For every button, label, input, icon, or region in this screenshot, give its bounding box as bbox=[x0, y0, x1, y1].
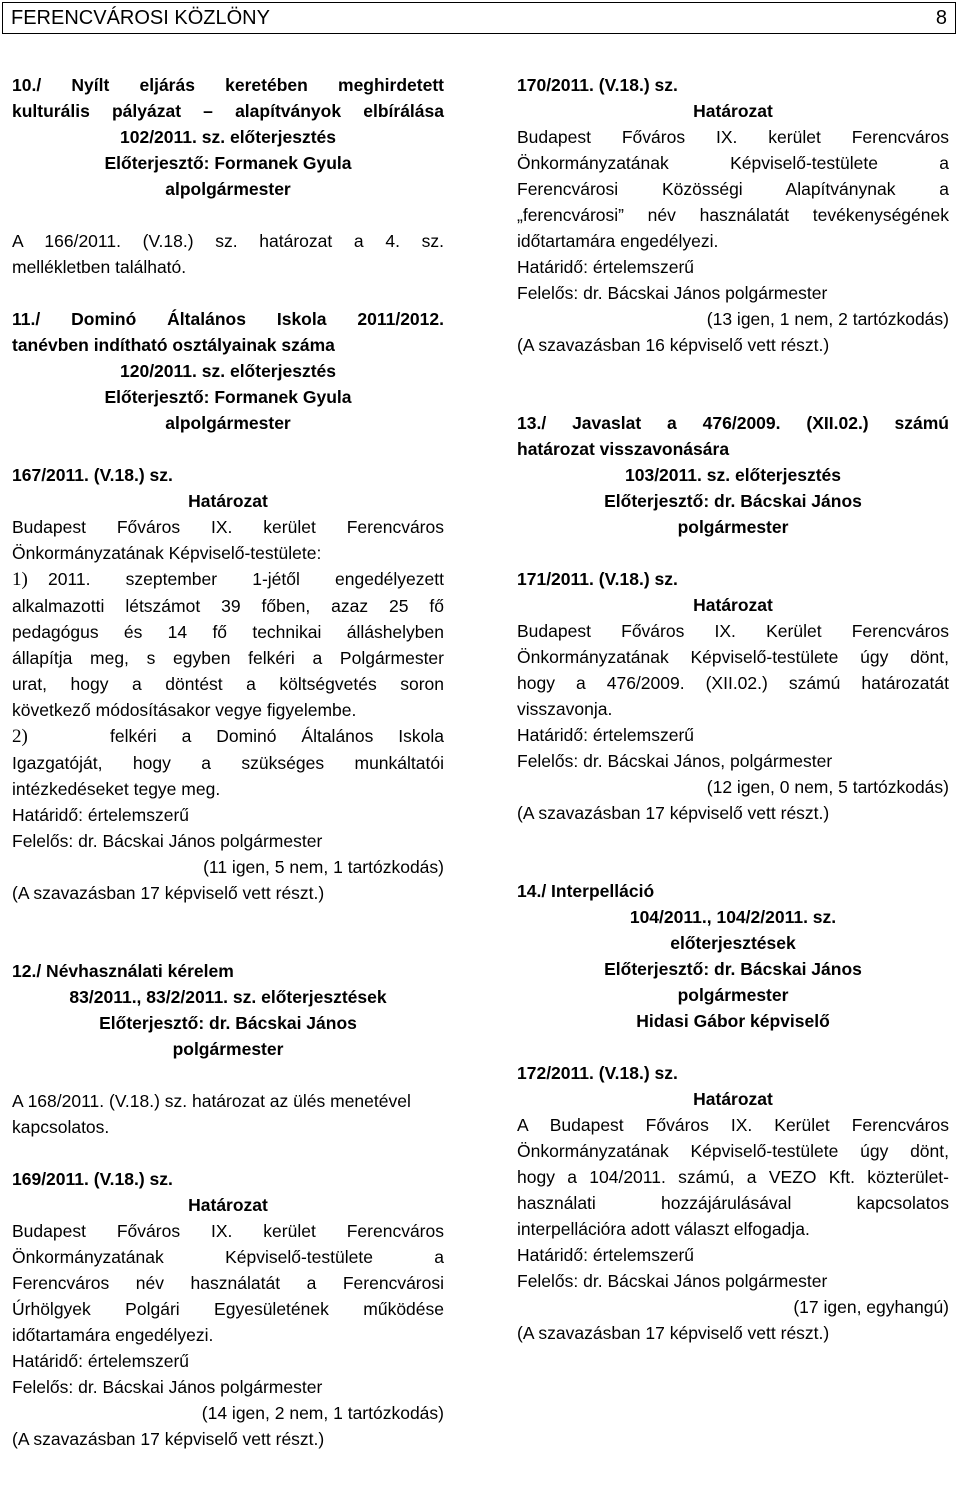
resolution-167-deadline: Határidő: értelemszerű bbox=[12, 805, 190, 825]
section-13-presenter: Előterjesztő: dr. Bácskai János bbox=[604, 491, 862, 511]
resolution-172-number: 172/2011. (V.18.) sz. bbox=[517, 1063, 678, 1083]
section-12-heading: 12./ Névhasználati kérelem bbox=[12, 961, 234, 981]
resolution-170-label: Határozat bbox=[693, 101, 773, 121]
resolution-170-body-cont: „ferencvárosi” név használatát tevékenységének bbox=[517, 205, 949, 225]
resolution-171-responsible: Felelős: dr. Bácskai János, polgármester bbox=[517, 751, 833, 771]
resolution-167-point-2 bbox=[12, 723, 444, 750]
point-2-number: 2) bbox=[12, 726, 28, 747]
resolution-169-number: 169/2011. (V.18.) sz. bbox=[12, 1169, 173, 1189]
point-2-line: intézkedéseket tegye meg. bbox=[12, 779, 221, 799]
resolution-172-body: A Budapest Főváros IX. Kerület Ferencváros bbox=[517, 1115, 949, 1135]
resolution-169-participants: (A szavazásban 17 képviselő vett részt.) bbox=[12, 1429, 325, 1449]
resolution-172-label: Határozat bbox=[693, 1089, 773, 1109]
section-12-presenter-role: polgármester bbox=[172, 1039, 284, 1059]
publication-title: FERENCVÁROSI KÖZLÖNY bbox=[11, 7, 270, 29]
point-1-number: 1) bbox=[12, 569, 28, 590]
section-11-heading: 11./ Dominó Általános Iskola 2011/2012. bbox=[12, 309, 444, 329]
resolution-170-body: Budapest Főváros IX. kerület Ferencváros bbox=[517, 127, 949, 147]
resolution-168-text-cont: kapcsolatos. bbox=[12, 1117, 110, 1137]
resolution-172-deadline: Határidő: értelemszerű bbox=[517, 1245, 695, 1265]
resolution-171-body: Budapest Főváros IX. Kerület Ferencváros bbox=[517, 621, 949, 641]
resolution-169-votes: (14 igen, 2 nem, 1 tartózkodás) bbox=[201, 1403, 444, 1423]
resolution-172-body-cont: Önkormányzatának Képviselő-testülete úgy dönt, bbox=[517, 1141, 949, 1161]
section-12-reference: 83/2011., 83/2/2011. sz. előterjesztések bbox=[69, 987, 387, 1007]
resolution-170-votes: (13 igen, 1 nem, 2 tartózkodás) bbox=[706, 309, 949, 329]
section-14-presenter-role: polgármester bbox=[677, 985, 789, 1005]
resolution-169-deadline: Határidő: értelemszerű bbox=[12, 1351, 190, 1371]
section-11-reference: 120/2011. sz. előterjesztés bbox=[120, 361, 336, 381]
resolution-169-responsible: Felelős: dr. Bácskai János polgármester bbox=[12, 1377, 323, 1397]
section-14-reference: 104/2011., 104/2/2011. sz. bbox=[629, 907, 837, 927]
section-13-heading-cont: határozat visszavonására bbox=[517, 439, 730, 459]
resolution-171-number: 171/2011. (V.18.) sz. bbox=[517, 569, 678, 589]
resolution-172-body-cont: hogy a 104/2011. számú, a VEZO Kft. közterület- bbox=[517, 1167, 949, 1187]
section-10-presenter: Előterjesztő: Formanek Gyula bbox=[104, 153, 352, 173]
resolution-169-body-cont: időtartamára engedélyezi. bbox=[12, 1325, 214, 1345]
section-10-heading-cont: kulturális pályázat – alapítványok elbírálása bbox=[12, 101, 444, 121]
point-1-line: urat, hogy a döntést a költségvetés soron bbox=[12, 674, 444, 694]
resolution-170-participants: (A szavazásban 16 képviselő vett részt.) bbox=[517, 335, 830, 355]
section-12-presenter: Előterjesztő: dr. Bácskai János bbox=[99, 1013, 357, 1033]
point-2-line: Igazgatóját, hogy a szükséges munkáltatói bbox=[12, 753, 444, 773]
resolution-172-votes: (17 igen, egyhangú) bbox=[793, 1297, 949, 1317]
left-column bbox=[12, 72, 444, 1452]
resolution-167-number: 167/2011. (V.18.) sz. bbox=[12, 465, 173, 485]
resolution-169-body: Budapest Főváros IX. kerület Ferencváros bbox=[12, 1221, 444, 1241]
point-1-line: alkalmazotti létszámot 39 főben, azaz 25 fő bbox=[12, 596, 444, 616]
section-10-text: A 166/2011. (V.18.) sz. határozat a 4. sz. bbox=[12, 231, 444, 251]
resolution-167-participants: (A szavazásban 17 képviselő vett részt.) bbox=[12, 883, 325, 903]
resolution-167-votes: (11 igen, 5 nem, 1 tartózkodás) bbox=[203, 857, 444, 877]
resolution-171-votes: (12 igen, 0 nem, 5 tartózkodás) bbox=[706, 777, 949, 797]
resolution-169-body-cont: Ferencváros név használatát a Ferencvárosi bbox=[12, 1273, 444, 1293]
section-14-reference-cont: előterjesztések bbox=[670, 933, 796, 953]
section-10-reference: 102/2011. sz. előterjesztés bbox=[120, 127, 336, 147]
point-2-text: felkéri a Dominó Általános Iskola bbox=[110, 726, 444, 746]
section-10-heading: 10./ Nyílt eljárás keretében meghirdetett bbox=[12, 75, 444, 95]
resolution-171-deadline: Határidő: értelemszerű bbox=[517, 725, 695, 745]
resolution-167-label: Határozat bbox=[188, 491, 268, 511]
right-column bbox=[517, 72, 949, 1346]
resolution-172-responsible: Felelős: dr. Bácskai János polgármester bbox=[517, 1271, 828, 1291]
resolution-172-body-cont: használati hozzájárulásával kapcsolatos bbox=[517, 1193, 949, 1213]
point-1-text: 2011. szeptember 1-jétől engedélyezett bbox=[48, 569, 444, 589]
resolution-167-point-1 bbox=[12, 566, 444, 593]
section-11-presenter-role: alpolgármester bbox=[165, 413, 291, 433]
resolution-172-participants: (A szavazásban 17 képviselő vett részt.) bbox=[517, 1323, 830, 1343]
resolution-170-responsible: Felelős: dr. Bácskai János polgármester bbox=[517, 283, 828, 303]
resolution-171-label: Határozat bbox=[693, 595, 773, 615]
resolution-167-body: Budapest Főváros IX. kerület Ferencváros bbox=[12, 517, 444, 537]
page-number: 8 bbox=[935, 7, 947, 29]
resolution-169-label: Határozat bbox=[188, 1195, 268, 1215]
resolution-171-participants: (A szavazásban 17 képviselő vett részt.) bbox=[517, 803, 830, 823]
resolution-171-body-cont: visszavonja. bbox=[517, 699, 613, 719]
resolution-167-body-cont: Önkormányzatának Képviselő-testülete: bbox=[12, 543, 322, 563]
resolution-171-body-cont: Önkormányzatának Képviselő-testülete úgy dönt, bbox=[517, 647, 949, 667]
resolution-170-body-cont: Ferencvárosi Közösségi Alapítványnak a bbox=[517, 179, 949, 199]
section-11-presenter: Előterjesztő: Formanek Gyula bbox=[104, 387, 352, 407]
section-13-reference: 103/2011. sz. előterjesztés bbox=[625, 465, 841, 485]
resolution-170-number: 170/2011. (V.18.) sz. bbox=[517, 75, 678, 95]
section-11-heading-cont: tanévben indítható osztályainak száma bbox=[12, 335, 335, 355]
page-header bbox=[2, 2, 956, 34]
section-14-representative: Hidasi Gábor képviselő bbox=[636, 1011, 830, 1031]
resolution-172-body-cont: interpellációra adott választ elfogadja. bbox=[517, 1219, 810, 1239]
section-13-heading: 13./ Javaslat a 476/2009. (XII.02.) számú bbox=[517, 413, 949, 433]
section-13-presenter-role: polgármester bbox=[677, 517, 789, 537]
resolution-169-body-cont: Úrhölgyek Polgári Egyesületének működése bbox=[12, 1299, 444, 1319]
resolution-171-body-cont: hogy a 476/2009. (XII.02.) számú határozatát bbox=[517, 673, 949, 693]
section-14-presenter: Előterjesztő: dr. Bácskai János bbox=[604, 959, 862, 979]
resolution-168-text: A 168/2011. (V.18.) sz. határozat az ülés menetével bbox=[12, 1091, 411, 1111]
section-10-text-cont: mellékletben található. bbox=[12, 257, 187, 277]
point-1-line: következő módosításakor vegye figyelembe. bbox=[12, 700, 357, 720]
resolution-170-deadline: Határidő: értelemszerű bbox=[517, 257, 695, 277]
section-14-heading: 14./ Interpelláció bbox=[517, 881, 655, 901]
resolution-170-body-cont: Önkormányzatának Képviselő-testülete a bbox=[517, 153, 949, 173]
section-10-presenter-role: alpolgármester bbox=[165, 179, 291, 199]
resolution-170-body-cont: időtartamára engedélyezi. bbox=[517, 231, 719, 251]
resolution-167-responsible: Felelős: dr. Bácskai János polgármester bbox=[12, 831, 323, 851]
point-1-line: pedagógus és 14 fő technikai álláshelyben bbox=[12, 622, 444, 642]
resolution-169-body-cont: Önkormányzatának Képviselő-testülete a bbox=[12, 1247, 444, 1267]
point-1-line: állapítja meg, s egyben felkéri a Polgármester bbox=[12, 648, 444, 668]
